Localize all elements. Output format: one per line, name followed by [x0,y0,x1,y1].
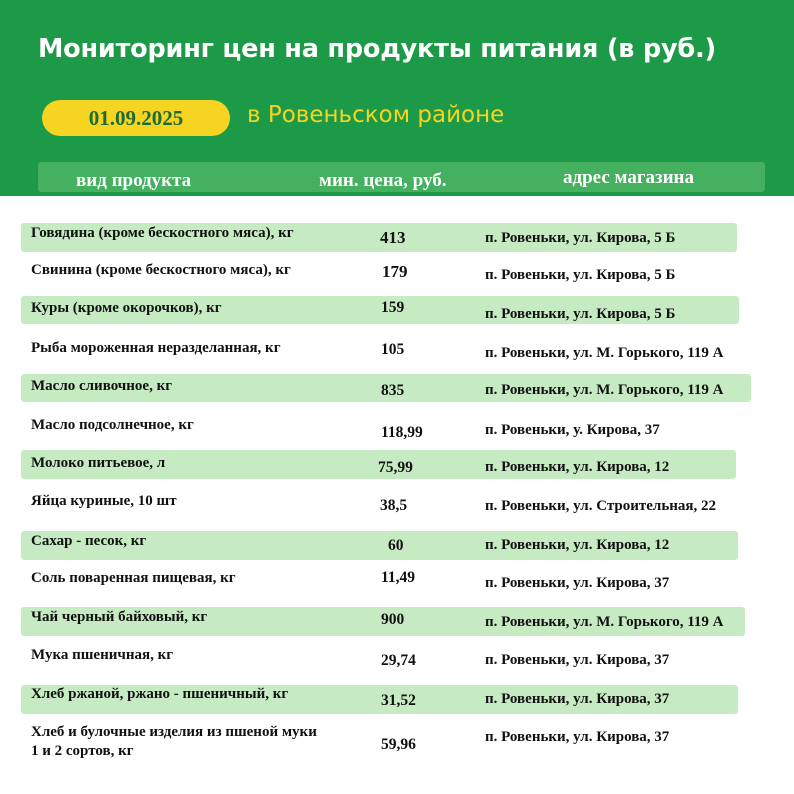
store-address: п. Ровеньки, ул. М. Горького, 119 А [485,614,724,630]
district-label: в Ровеньском районе [247,102,505,128]
product-name-line1: Хлеб и булочные изделия из пшеной муки [31,724,317,740]
store-address: п. Ровеньки, ул. Кирова, 37 [485,652,670,668]
product-price: 38,5 [380,497,408,514]
store-address: п. Ровеньки, ул. Кирова, 37 [485,575,670,591]
product-price: 159 [381,299,405,316]
product-name: Масло подсолнечное, кг [31,417,194,433]
product-price: 75,99 [378,459,413,476]
product-name: Сахар - песок, кг [31,533,147,549]
store-address: п. Ровеньки, ул. М. Горького, 119 А [485,345,724,361]
product-price: 179 [382,262,408,281]
store-address: п. Ровеньки, ул. Строительная, 22 [485,498,717,514]
product-price: 900 [381,611,405,628]
store-address: п. Ровеньки, ул. Кирова, 37 [485,729,670,745]
product-price: 835 [381,382,405,399]
column-header-price: мин. цена, руб. [319,170,447,191]
product-name: Куры (кроме окорочков), кг [31,300,222,316]
column-header-product: вид продукта [76,170,192,191]
store-address: п. Ровеньки, ул. Кирова, 12 [485,537,670,553]
store-address: п. Ровеньки, ул. Кирова, 37 [485,691,670,707]
product-price: 31,52 [381,692,416,709]
product-name: Яйца куриные, 10 шт [31,493,177,509]
store-address: п. Ровеньки, ул. Кирова, 5 Б [485,230,676,246]
page-title: Мониторинг цен на продукты питания (в руб.) [38,34,716,64]
product-price: 118,99 [381,424,423,441]
product-price: 59,96 [381,736,416,753]
product-name: Рыба мороженная неразделанная, кг [31,340,281,356]
product-name: Молоко питьевое, л [31,455,166,471]
store-address: п. Ровеньки, у. Кирова, 37 [485,422,660,438]
store-address: п. Ровеньки, ул. Кирова, 5 Б [485,267,676,283]
product-name: Чай черный байховый, кг [31,609,208,625]
product-price: 11,49 [381,569,416,586]
product-price: 105 [381,341,405,358]
date-badge: 01.09.2025 [42,100,230,136]
product-price: 413 [380,228,406,247]
store-address: п. Ровеньки, ул. Кирова, 5 Б [485,306,676,322]
product-name: Свинина (кроме бескостного мяса), кг [31,262,291,278]
product-name-line2: 1 и 2 сортов, кг [31,743,134,759]
product-price: 60 [388,537,404,554]
column-header-address: адрес магазина [563,167,694,188]
store-address: п. Ровеньки, ул. М. Горького, 119 А [485,382,724,398]
product-name: Масло сливочное, кг [31,378,173,394]
product-name: Мука пшеничная, кг [31,647,174,663]
product-price: 29,74 [381,652,416,669]
product-name: Хлеб ржаной, ржано - пшеничный, кг [31,686,289,702]
product-name: Соль поваренная пищевая, кг [31,570,236,586]
product-name: Говядина (кроме бескостного мяса), кг [31,225,294,241]
store-address: п. Ровеньки, ул. Кирова, 12 [485,459,670,475]
